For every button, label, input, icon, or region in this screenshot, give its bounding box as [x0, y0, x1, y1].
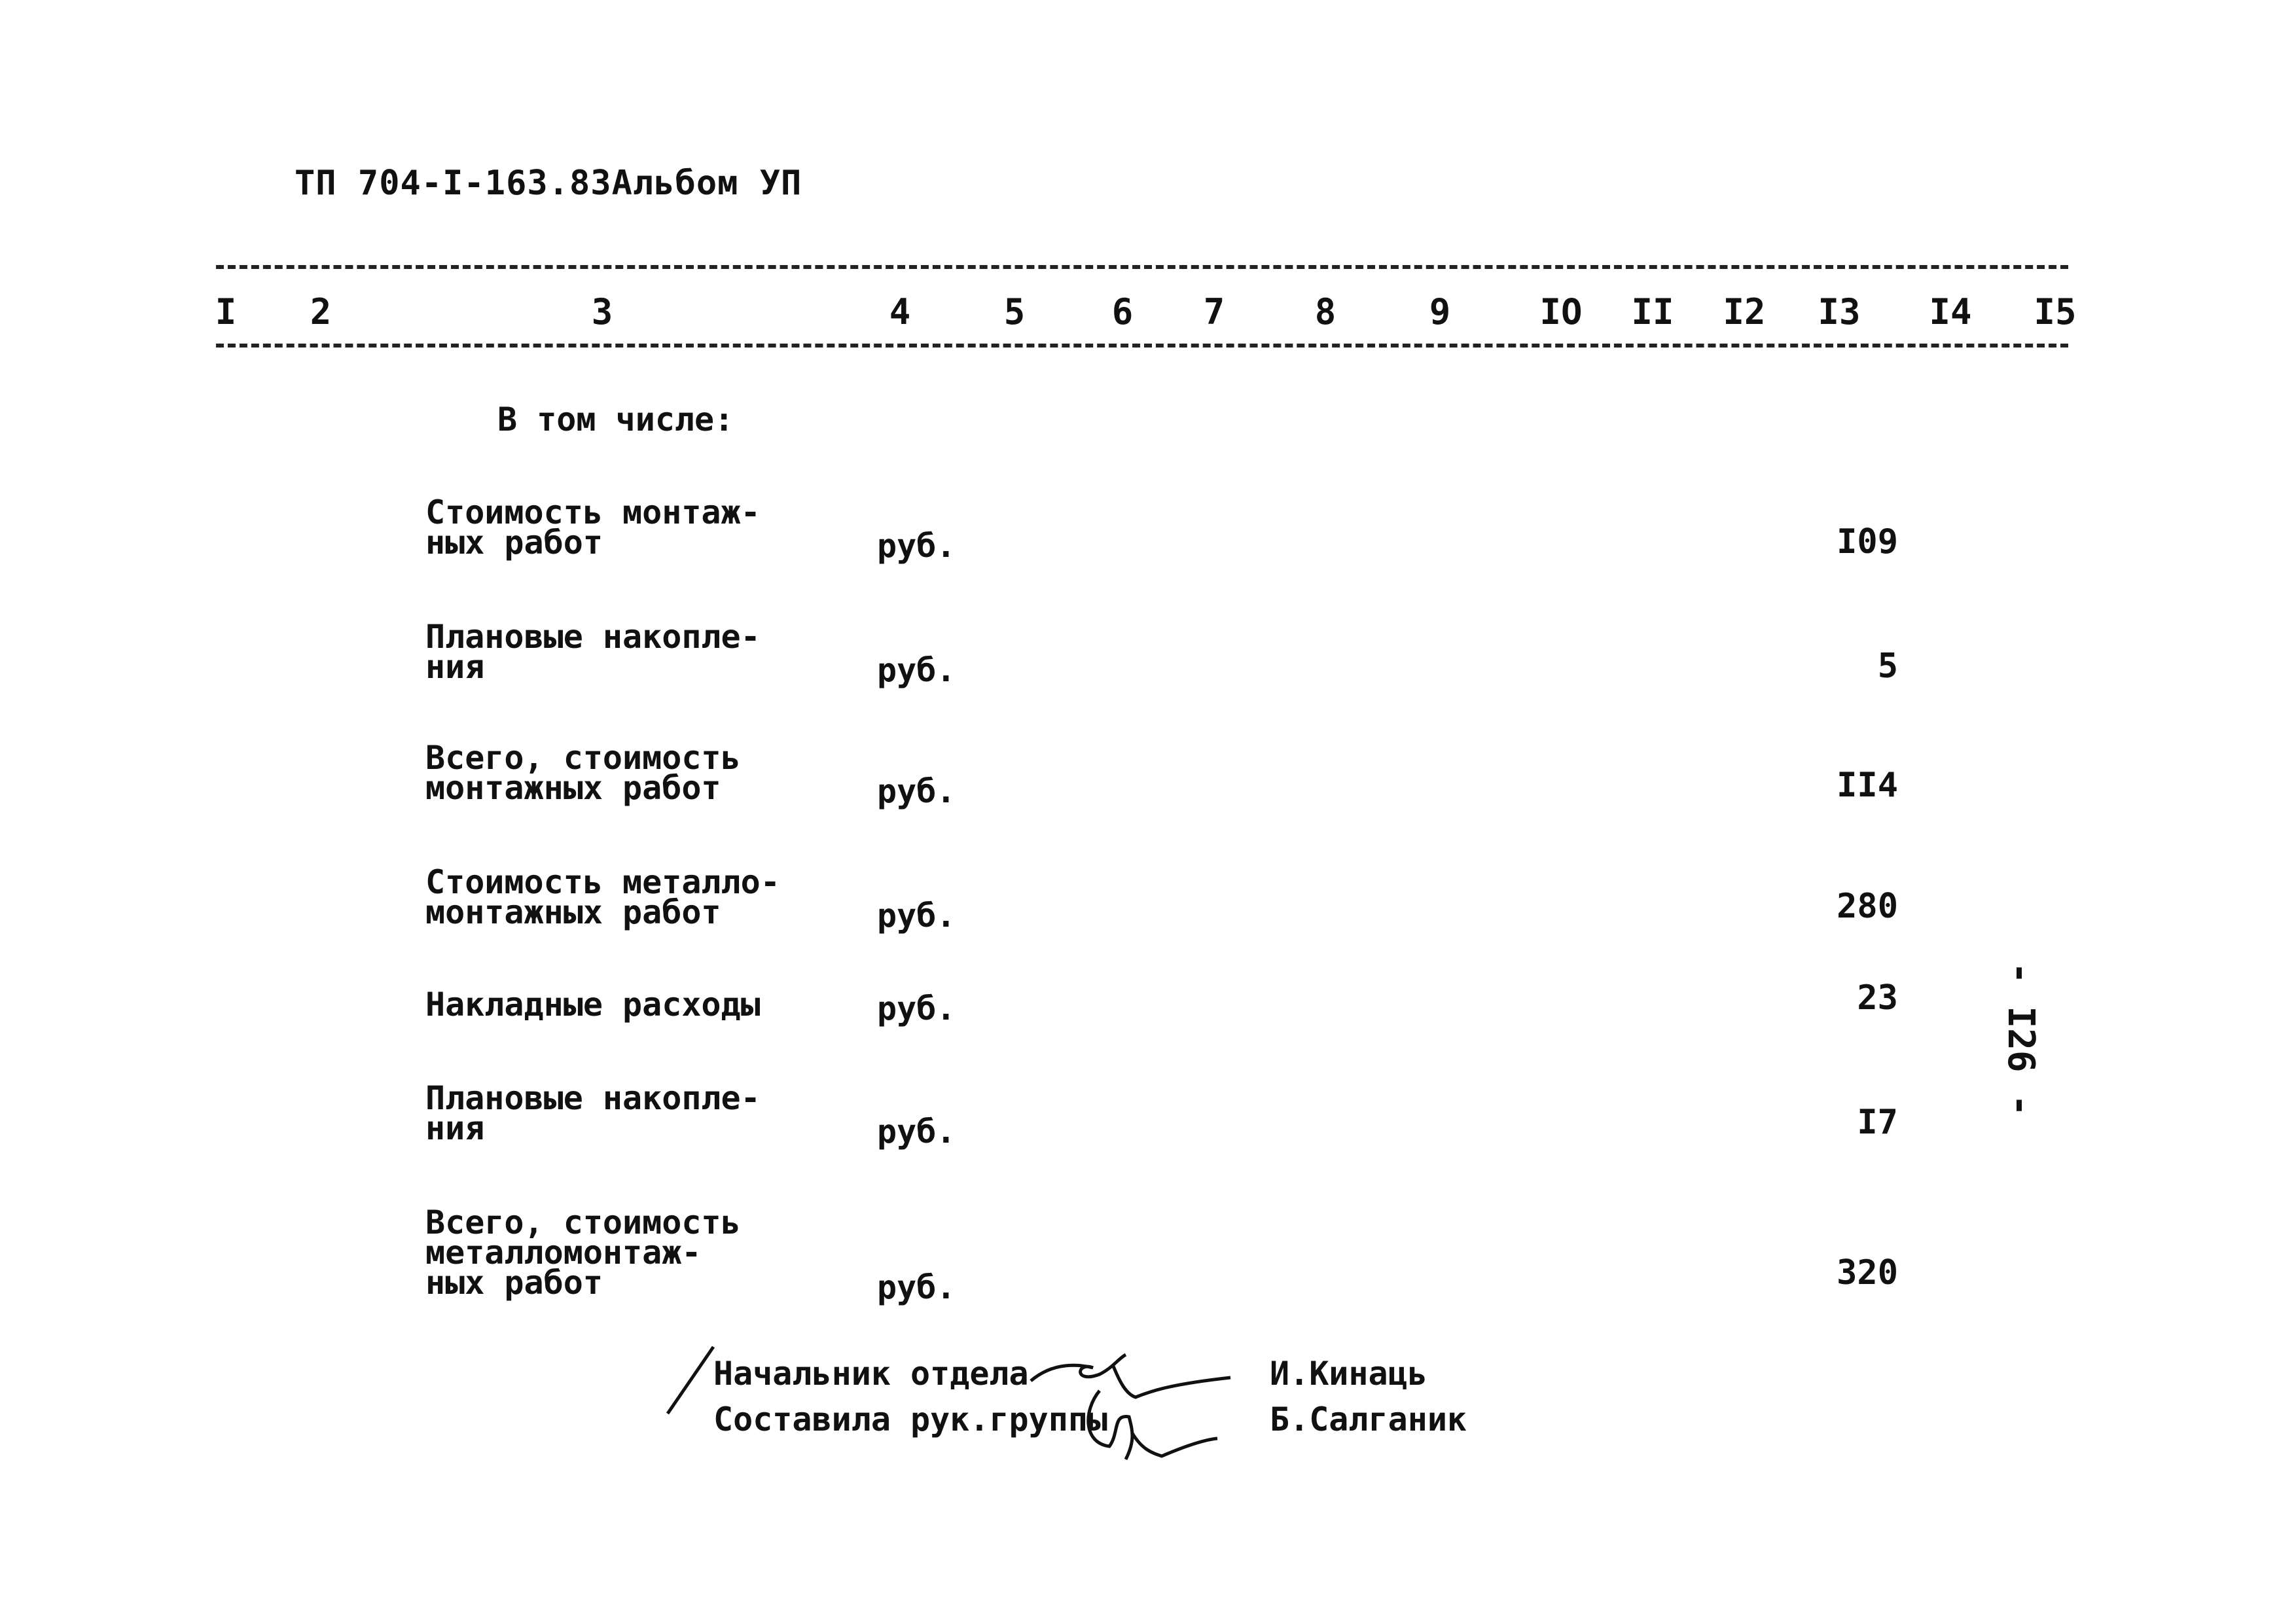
column-number: I5 [2034, 291, 2077, 332]
row-unit: руб. [877, 772, 956, 810]
row-label: Стоимость монтаж- ных работ [425, 493, 761, 562]
row-label: Всего, стоимость монтажных работ [425, 739, 741, 807]
column-number: 3 [591, 291, 613, 332]
row-unit: руб. [877, 651, 956, 689]
signatory-title: Начальник отдела [713, 1355, 1029, 1393]
row-label: Плановые накопле- ния [425, 1079, 761, 1147]
row-label: Всего, стоимость металломонтаж- ных работ [425, 1204, 741, 1302]
row-unit: руб. [877, 990, 956, 1027]
top-divider [216, 265, 2068, 269]
page-number: - I26 - [2000, 962, 2042, 1117]
column-number: I3 [1818, 291, 1861, 332]
subheading: В том числе: [497, 401, 734, 438]
column-number: I4 [1929, 291, 1972, 332]
column-number: 4 [889, 291, 911, 332]
signatory-name: Б.Салганик [1270, 1400, 1467, 1438]
column-number: IO [1539, 291, 1583, 332]
column-number: 2 [310, 291, 332, 332]
row-value: 320 [1837, 1253, 1898, 1293]
bottom-divider [216, 344, 2068, 348]
column-number: 5 [1003, 291, 1026, 332]
column-number: 6 [1111, 291, 1134, 332]
handwritten-signature [1021, 1335, 1244, 1472]
row-value: 280 [1837, 887, 1898, 926]
row-value: I7 [1857, 1103, 1898, 1142]
column-number: 9 [1429, 291, 1451, 332]
column-number: 7 [1203, 291, 1225, 332]
row-label: Плановые накопле- ния [425, 618, 761, 686]
row-label: Стоимость металло- монтажных работ [425, 863, 780, 931]
slash-mark [661, 1342, 720, 1420]
row-label: Накладные расходы [425, 986, 761, 1024]
row-value: I09 [1837, 522, 1898, 562]
row-unit: руб. [877, 527, 956, 565]
column-number: I2 [1723, 291, 1766, 332]
row-unit: руб. [877, 1268, 956, 1306]
signatory-title: Составила рук.группы [713, 1400, 1108, 1438]
row-value: 5 [1877, 647, 1898, 686]
signatory-name: И.Кинаць [1270, 1355, 1427, 1393]
row-value: II4 [1837, 766, 1898, 805]
row-unit: руб. [877, 897, 956, 935]
column-number: 8 [1314, 291, 1336, 332]
column-number: I [215, 291, 237, 332]
row-unit: руб. [877, 1113, 956, 1150]
column-number: II [1631, 291, 1674, 332]
document-code: ТП 704-I-163.83Альбом УП [295, 164, 802, 203]
row-value: 23 [1857, 978, 1898, 1018]
